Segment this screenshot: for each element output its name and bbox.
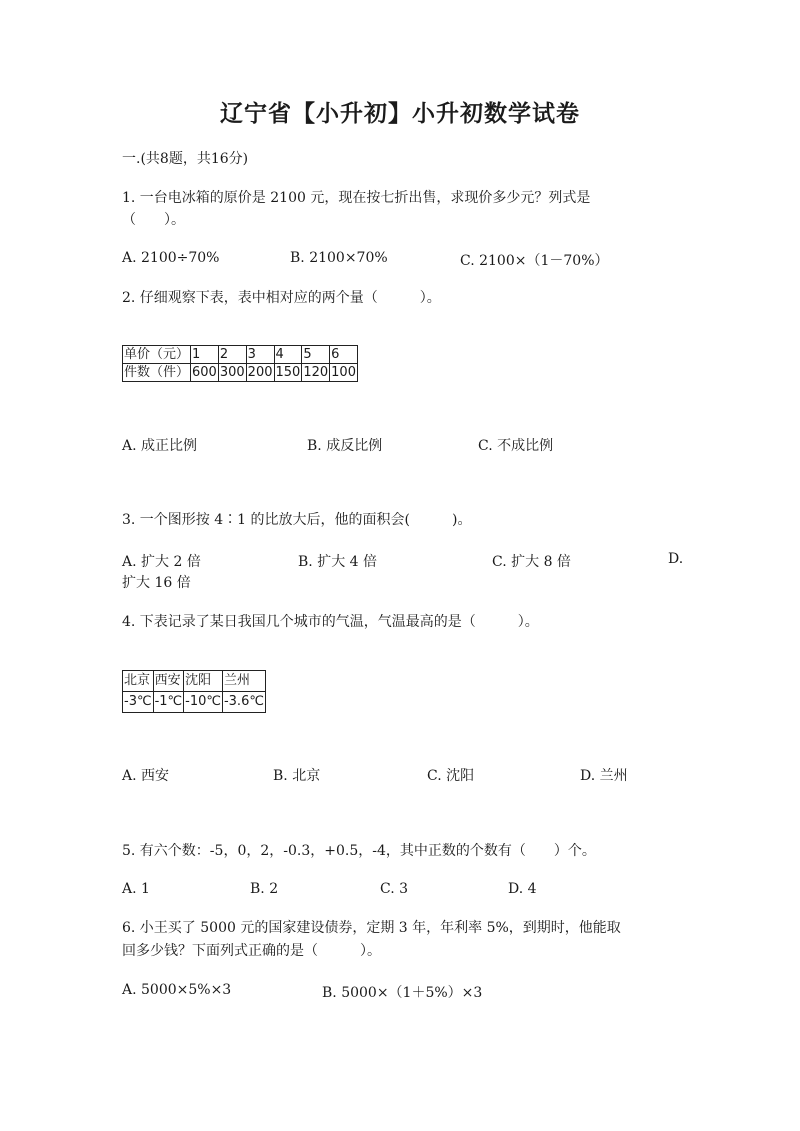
table-row xyxy=(123,346,358,364)
question-3-option-c: C. 扩大 8 倍 xyxy=(492,554,571,570)
page-title: 辽宁省【小升初】小升初数学试卷 xyxy=(220,100,580,127)
table-cell: 120 xyxy=(303,365,329,380)
question-1-option-a: A. 2100÷70% xyxy=(122,250,220,266)
table-cell: 6 xyxy=(330,346,358,364)
question-3-option-b: B. 扩大 4 倍 xyxy=(298,554,377,570)
question-2-option-a: A. 成正比例 xyxy=(122,438,198,454)
table-cell: 100 xyxy=(331,365,356,380)
city-temperature-table xyxy=(122,670,266,713)
price-quantity-table xyxy=(122,345,358,382)
question-4-option-a: A. 西安 xyxy=(122,768,170,784)
table-cell: -3.6℃ xyxy=(222,692,265,713)
question-2-option-c: C. 不成比例 xyxy=(478,438,554,454)
question-1-text-line2: （ ）。 xyxy=(122,212,185,228)
question-5-option-b: B. 2 xyxy=(250,881,279,897)
question-3-text: 3. 一个图形按 4∶1 的比放大后，他的面积会( )。 xyxy=(122,512,472,528)
table-cell: 200 xyxy=(247,365,273,380)
table-cell: 4 xyxy=(274,346,302,364)
table-cell: 3 xyxy=(246,346,274,364)
question-2-text: 2. 仔细观察下表，表中相对应的两个量（ ）。 xyxy=(122,290,441,306)
question-6-option-b: B. 5000×（1＋5%）×3 xyxy=(322,985,483,1001)
table-cell: -3℃ xyxy=(123,692,154,713)
table-cell: -10℃ xyxy=(184,692,223,713)
question-3-option-a: A. 扩大 2 倍 xyxy=(122,554,201,570)
question-1-option-c: C. 2100×（1－70%） xyxy=(460,253,609,269)
question-6-option-a: A. 5000×5%×3 xyxy=(122,982,232,998)
table-cell: -1℃ xyxy=(153,692,184,713)
question-4-text: 4. 下表记录了某日我国几个城市的气温，气温最高的是（ ）。 xyxy=(122,614,539,630)
question-3-option-d-text: 扩大 16 倍 xyxy=(122,575,191,591)
question-4-option-d: D. 兰州 xyxy=(580,768,628,784)
question-3-option-d: D. xyxy=(668,551,684,567)
question-5-option-a: A. 1 xyxy=(122,881,150,897)
question-5-text: 5. 有六个数：-5，0，2，-0.3，+0.5，-4，其中正数的个数有（ ）个。 xyxy=(122,843,596,859)
table-cell: 300 xyxy=(219,365,245,380)
question-4-option-b: B. 北京 xyxy=(273,768,321,784)
question-5-option-c: C. 3 xyxy=(380,881,409,897)
table-row xyxy=(123,671,266,692)
table-cell: 150 xyxy=(275,365,301,380)
table-cell: 5 xyxy=(302,346,330,364)
table-cell: 北京 xyxy=(123,671,154,692)
table-cell: 西安 xyxy=(153,671,184,692)
question-1-option-b: B. 2100×70% xyxy=(290,250,388,266)
question-6-text-line2: 回多少钱？下面列式正确的是（ ）。 xyxy=(122,943,381,959)
table-cell: 2 xyxy=(218,346,246,364)
question-4-option-c: C. 沈阳 xyxy=(427,768,475,784)
question-6-text-line1: 6. 小王买了 5000 元的国家建设债券，定期 3 年，年利率 5%，到期时，他能取 xyxy=(122,920,621,936)
table-row xyxy=(123,364,358,382)
table-cell: 单价（元） xyxy=(124,347,190,362)
table-cell: 600 xyxy=(192,365,217,380)
section-heading: 一.(共8题，共16分) xyxy=(122,151,249,167)
question-1-text-line1: 1. 一台电冰箱的原价是 2100 元，现在按七折出售，求现价多少元？列式是 xyxy=(122,190,591,206)
table-cell: 兰州 xyxy=(222,671,265,692)
table-cell: 1 xyxy=(191,346,219,364)
question-2-option-b: B. 成反比例 xyxy=(307,438,383,454)
question-5-option-d: D. 4 xyxy=(508,881,537,897)
table-cell: 件数（件） xyxy=(124,365,190,380)
table-row xyxy=(123,692,266,713)
table-cell: 沈阳 xyxy=(184,671,223,692)
